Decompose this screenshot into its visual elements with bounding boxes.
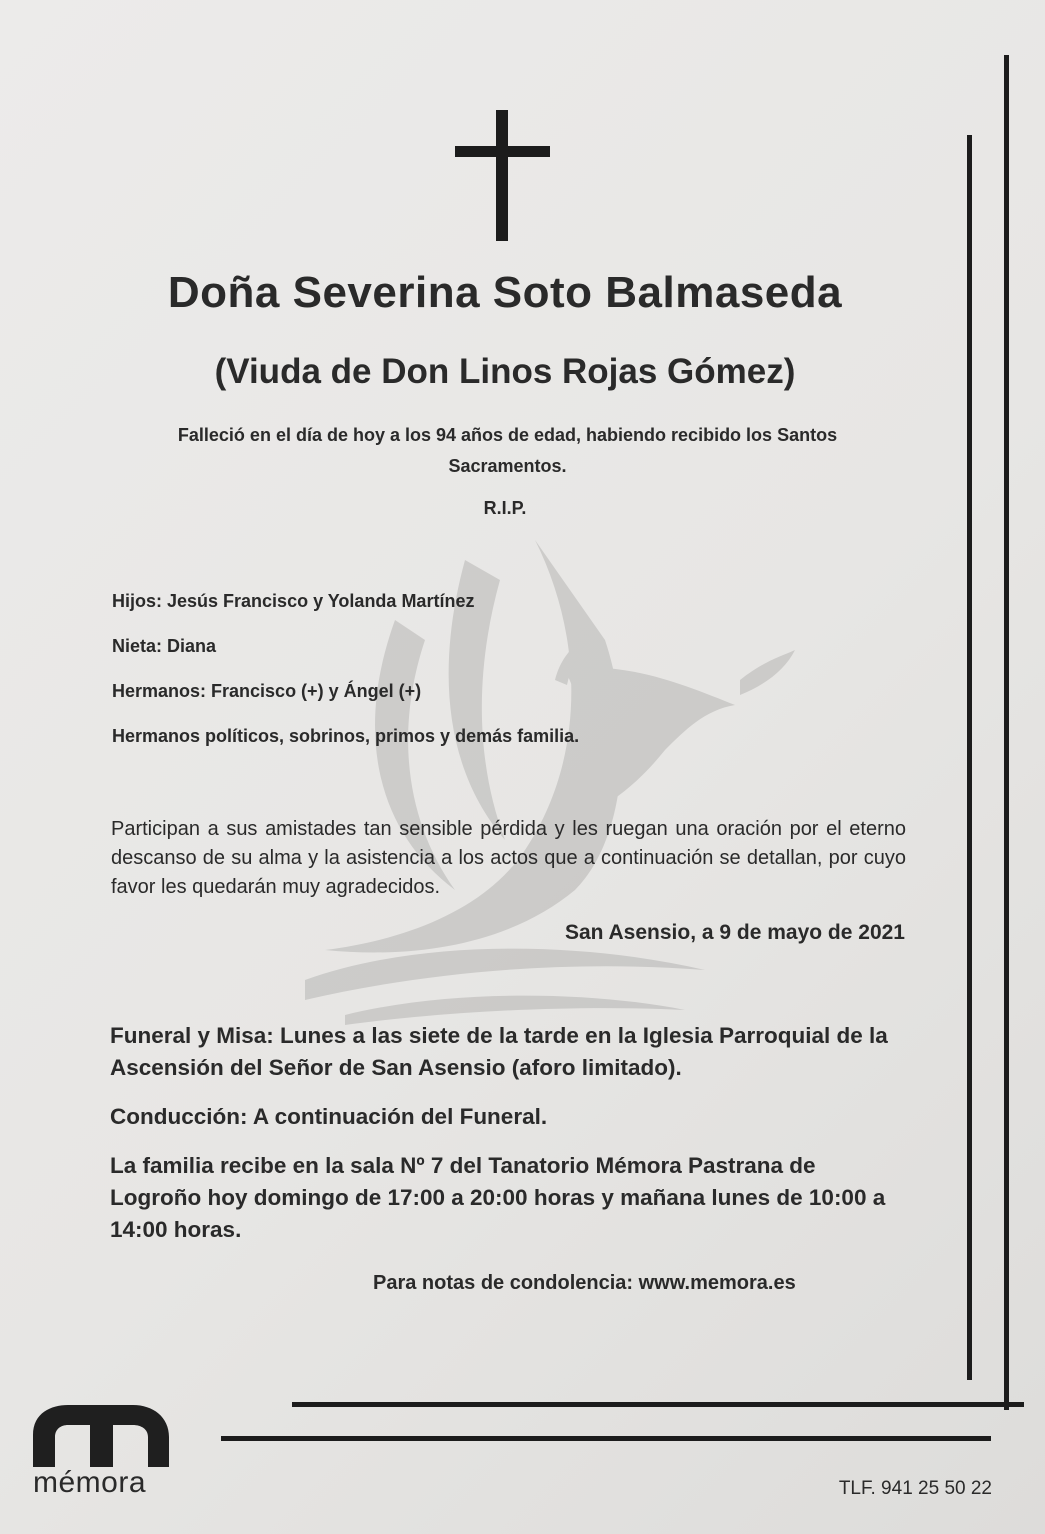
announcement: Participan a sus amistades tan sensible pérdida y les ruegan una oración por el eterno descanso de su alma y la asistencia a los actos que a continuación se detallan, por cuyo favor les quedarán muy agradecidos. [111, 818, 906, 898]
place-date: San Asensio, a 9 de mayo de 2021 [564, 921, 905, 944]
frame-right-inner [967, 135, 972, 1380]
frame-bottom-outer [221, 1436, 991, 1441]
frame-right-outer [1004, 55, 1009, 1410]
family-granddaughter: Nieta: Diana [112, 636, 217, 656]
services [110, 1020, 910, 1263]
deceased-name: Doña Severina Soto Balmaseda [167, 268, 843, 317]
family-siblings: Hermanos: Francisco (+) y Ángel (+) [112, 681, 422, 701]
family-children: Hijos: Jesús Francisco y Yolanda Martínez [112, 591, 475, 611]
memora-logo-text: mémora [33, 1466, 147, 1499]
phone-number: TLF. 941 25 50 22 [838, 1478, 992, 1499]
procession-info: Conducción: A continuación del Funeral. [110, 1104, 548, 1129]
widow-of: (Viuda de Don Linos Rojas Gómez) [214, 352, 796, 391]
cross-icon-bar [455, 146, 550, 157]
condolence-link[interactable]: Para notas de condolencia: www.memora.es [373, 1272, 796, 1294]
wake-info: La familia recibe en la sala Nº 7 del Tanatorio Mémora Pastrana de Logroño hoy domingo de 17:00 a 20:00 horas y mañana lunes de 10:00 a 14:00 horas. [110, 1153, 886, 1242]
frame-bottom-inner [292, 1402, 1024, 1407]
funeral-info: Funeral y Misa: Lunes a las siete de la tarde en la Iglesia Parroquial de la Ascensión del Señor de San Asensio (aforo limitado). [110, 1023, 888, 1080]
cross-icon [496, 110, 508, 241]
death-notice: Falleció en el día de hoy a los 94 años de edad, habiendo recibido los Santos Sacramentos. [177, 425, 838, 476]
family-list [112, 590, 579, 770]
family-relatives: Hermanos políticos, sobrinos, primos y demás familia. [112, 726, 580, 746]
rip: R.I.P. [483, 498, 527, 518]
